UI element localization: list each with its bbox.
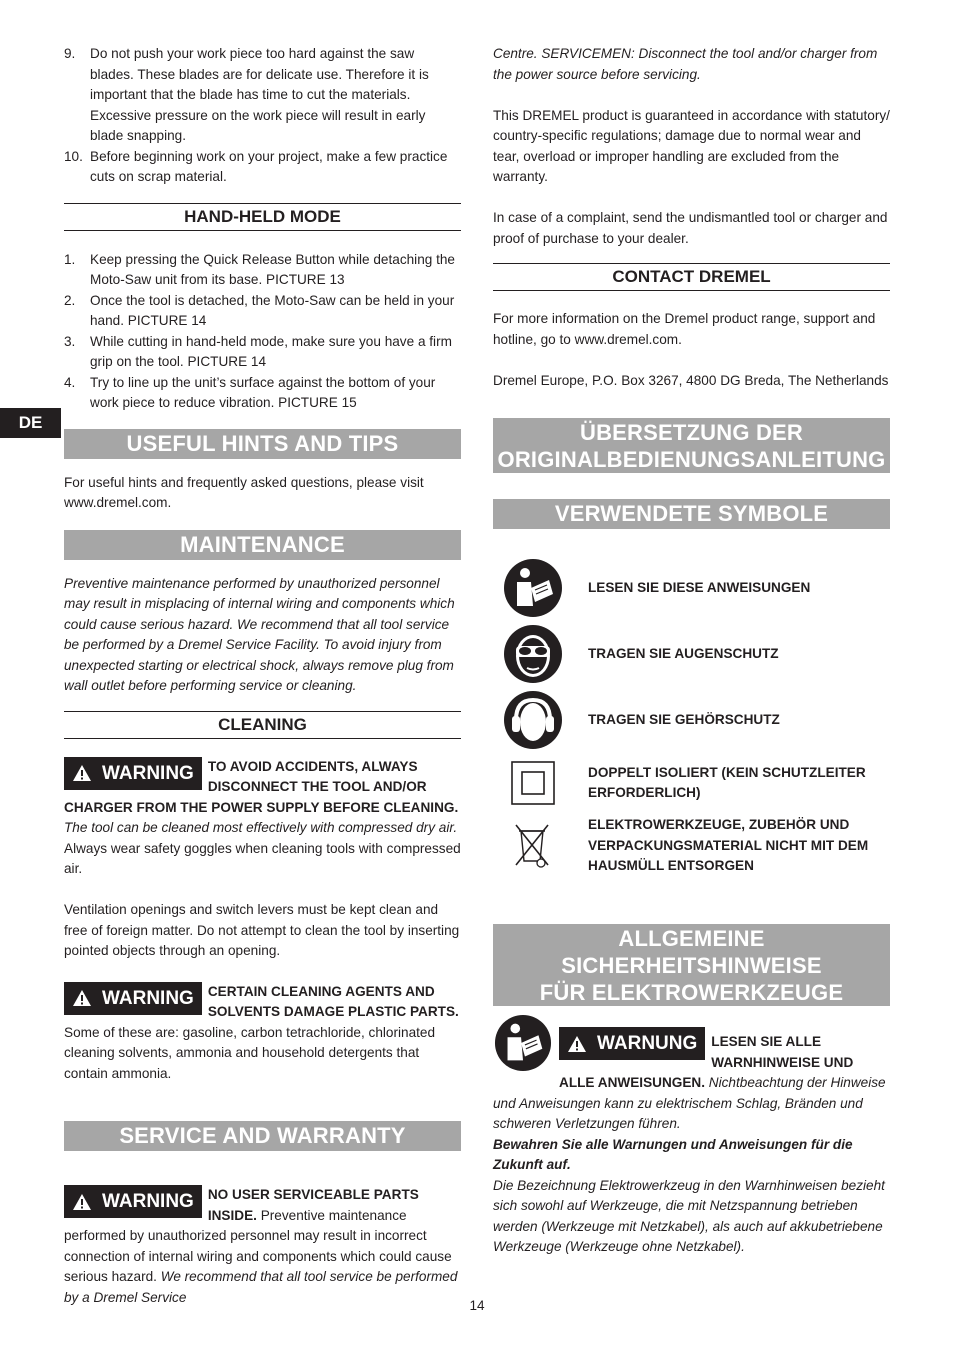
warning-bold-text: LESEN SIE ALLE WARNHINWEISE UND ALLE ANWEISUNGEN.: [559, 1034, 854, 1090]
warning-triangle-icon: [567, 1035, 587, 1053]
heading-line: ÜBERSETZUNG DER: [579, 420, 803, 445]
translation-heading: [493, 418, 890, 473]
symbols-list: [493, 559, 890, 877]
maintenance-text: Preventive maintenance performed by unauthorized personnel may result in misplacing of internal wiring and components which could cause serious hazard. We recommend that all tool service be performed by a Dremel Service Facility. To avoid injury from unexpected starting or electrical shock, always remove plug from wall outlet before performing service or cleaning.: [64, 575, 455, 693]
weee-bin-icon: [513, 821, 553, 871]
warning-badge: [64, 982, 202, 1015]
warning-italic-text: We recommend that all tool service be performed by a Dremel Service: [64, 1269, 458, 1305]
warning-badge: [64, 757, 202, 790]
definition-text: Die Bezeichnung Elektrowerkzeug in den Warnhinweisen bezieht sich sowohl auf Werkzeuge, die mit Netzspannung betrieben werden (Werkzeuge mit Netzkabel), als auch auf akkubetriebene Werkzeuge (Werkzeuge ohne Netzkabel).: [493, 1177, 885, 1254]
cleaning-warning-1: [64, 757, 461, 880]
warning-italic-text: The tool can be cleaned most effectively with compressed dry air.: [64, 820, 458, 835]
warning-triangle-icon: [72, 764, 92, 782]
symbol-row: [493, 815, 890, 877]
list-item: [64, 332, 461, 373]
list-number: 10.: [64, 148, 83, 164]
warning-text: Preventive maintenance performed by unauthorized personnel may result in incorrect connection of internal wiring and components which could cause serious hazard.: [64, 1207, 452, 1284]
warning-text: Some of these are: gasoline, carbon tetrachloride, chlorinated cleaning solvents, ammonia and household detergents that contain ammonia.: [64, 1024, 436, 1081]
warning-label: WARNING: [102, 762, 194, 784]
page-number: 14: [469, 1298, 485, 1313]
symbol-row: [493, 691, 890, 749]
hints-text: For useful hints and frequently asked questions, please visit www.dremel.com.: [64, 474, 424, 510]
warning-text: Always wear safety goggles when cleaning tools with compressed air.: [64, 840, 461, 876]
warning-label: WARNING: [102, 1191, 194, 1212]
list-number: 1.: [64, 251, 76, 267]
symbol-row: [493, 625, 890, 683]
eye-protection-icon: [503, 624, 563, 684]
handheld-heading: HAND-HELD MODE: [64, 203, 461, 231]
right-column: [493, 44, 890, 1258]
list-number: 3.: [64, 333, 76, 349]
symbol-label: TRAGEN SIE GEHÖRSCHUTZ: [588, 711, 780, 727]
symbol-row: [493, 755, 890, 811]
list-text: Once the tool is detached, the Moto-Saw can be held in your hand. PICTURE 14: [90, 292, 455, 328]
heading-line: FÜR ELEKTROWERKZEUGE: [539, 980, 844, 1005]
operation-list: [64, 44, 461, 188]
list-text: Keep pressing the Quick Release Button while detaching the Moto-Saw unit from its base. PICTURE 13: [90, 251, 455, 287]
list-item: [64, 373, 461, 414]
heading-line: ALLGEMEINE SICHERHEITSHINWEISE: [561, 926, 822, 978]
symbols-heading: VERWENDETE SYMBOLE: [493, 499, 890, 529]
service-heading: SERVICE AND WARRANTY: [64, 1121, 461, 1151]
complaint-text: In case of a complaint, send the undismantled tool or charger and proof of purchase to your dealer.: [493, 210, 888, 246]
double-insulated-icon: [510, 760, 556, 806]
warning-triangle-icon: [72, 989, 92, 1007]
ear-protection-icon: [503, 690, 563, 750]
service-continued: Centre. SERVICEMEN: Disconnect the tool and/or charger from the power source before servicing.: [493, 46, 878, 82]
warning-badge: [64, 1185, 202, 1218]
list-number: 9.: [64, 46, 76, 61]
contact-heading: CONTACT DREMEL: [493, 263, 890, 291]
contact-text: For more information on the Dremel product range, support and hotline, go to www.dremel.com.: [493, 311, 876, 347]
list-item: [64, 291, 461, 332]
cleaning-warning-2: [64, 982, 461, 1085]
symbol-row: [493, 559, 890, 617]
list-number: 2.: [64, 292, 76, 308]
list-item: [64, 44, 461, 147]
read-manual-badge: [493, 1014, 553, 1077]
heading-line: ORIGINALBEDIENUNGSANLEITUNG: [497, 447, 886, 472]
warning-bold-text: TO AVOID ACCIDENTS, ALWAYS DISCONNECT THE TOOL AND/OR CHARGER FROM THE POWER SUPPLY BEFORE CLEANING.: [64, 758, 459, 815]
address-text: Dremel Europe, P.O. Box 3267, 4800 DG Breda, The Netherlands: [493, 372, 889, 388]
warning-badge: [559, 1027, 705, 1060]
list-number: 4.: [64, 374, 76, 390]
warning-italic-text: Nichtbeachtung der Hinweise und Anweisungen kann zu elektrischem Schlag, Bränden und schweren Verletzungen führen.: [493, 1075, 886, 1131]
warning-label: WARNUNG: [597, 1033, 698, 1054]
cleaning-heading: CLEANING: [64, 711, 461, 739]
warning-triangle-icon: [72, 1193, 92, 1211]
list-item: [64, 147, 461, 188]
symbol-label: ELEKTROWERKZEUGE, ZUBEHÖR UND VERPACKUNGSMATERIAL NICHT MIT DEM HAUSMÜLL ENTSORGEN: [588, 817, 869, 874]
list-item: [64, 250, 461, 291]
left-column: [64, 44, 461, 1308]
hints-heading: USEFUL HINTS AND TIPS: [64, 429, 461, 459]
symbol-label: LESEN SIE DIESE ANWEISUNGEN: [588, 579, 811, 595]
cleaning-para: Ventilation openings and switch levers must be kept clean and free of foreign matter. Do not attempt to clean the tool by inserting pointed objects through an opening.: [64, 902, 460, 958]
symbol-label: DOPPELT ISOLIERT (KEIN SCHUTZLEITER ERFORDERLICH): [588, 764, 866, 800]
general-safety-heading: [493, 924, 890, 1006]
language-tab: DE: [0, 408, 61, 438]
list-text: Do not push your work piece too hard against the saw blades. These blades are for delicate use. Therefore it is important that the blade has time to cut the materials. Excessive pressure on the work piece will result in early blade snapping.: [90, 46, 429, 143]
keep-instructions-text: Bewahren Sie alle Warnungen und Anweisungen für die Zukunft auf.: [493, 1136, 853, 1172]
read-manual-icon: [493, 1014, 553, 1072]
list-text: While cutting in hand-held mode, make sure you have a firm grip on the tool. PICTURE 14: [90, 333, 452, 369]
list-text: Before beginning work on your project, make a few practice cuts on scrap material.: [90, 148, 448, 184]
handheld-list: [64, 250, 461, 414]
warning-bold-text: NO USER SERVICEABLE PARTS INSIDE.: [207, 1187, 419, 1223]
service-warning: [64, 1185, 461, 1308]
warranty-text: This DREMEL product is guaranteed in accordance with statutory/ country-specific regulations; damage due to normal wear and tear, overload or improper handling are excluded from the warranty.: [493, 107, 890, 184]
read-manual-icon: [503, 558, 563, 618]
warning-label: WARNING: [102, 987, 194, 1009]
warning-bold-text: CERTAIN CLEANING AGENTS AND SOLVENTS DAMAGE PLASTIC PARTS.: [207, 983, 459, 1019]
list-text: Try to line up the unit’s surface against the bottom of your work piece to reduce vibration. PICTURE 15: [90, 374, 436, 410]
maintenance-heading: MAINTENANCE: [64, 530, 461, 560]
symbol-label: TRAGEN SIE AUGENSCHUTZ: [588, 645, 779, 661]
general-warning: [493, 1014, 890, 1135]
